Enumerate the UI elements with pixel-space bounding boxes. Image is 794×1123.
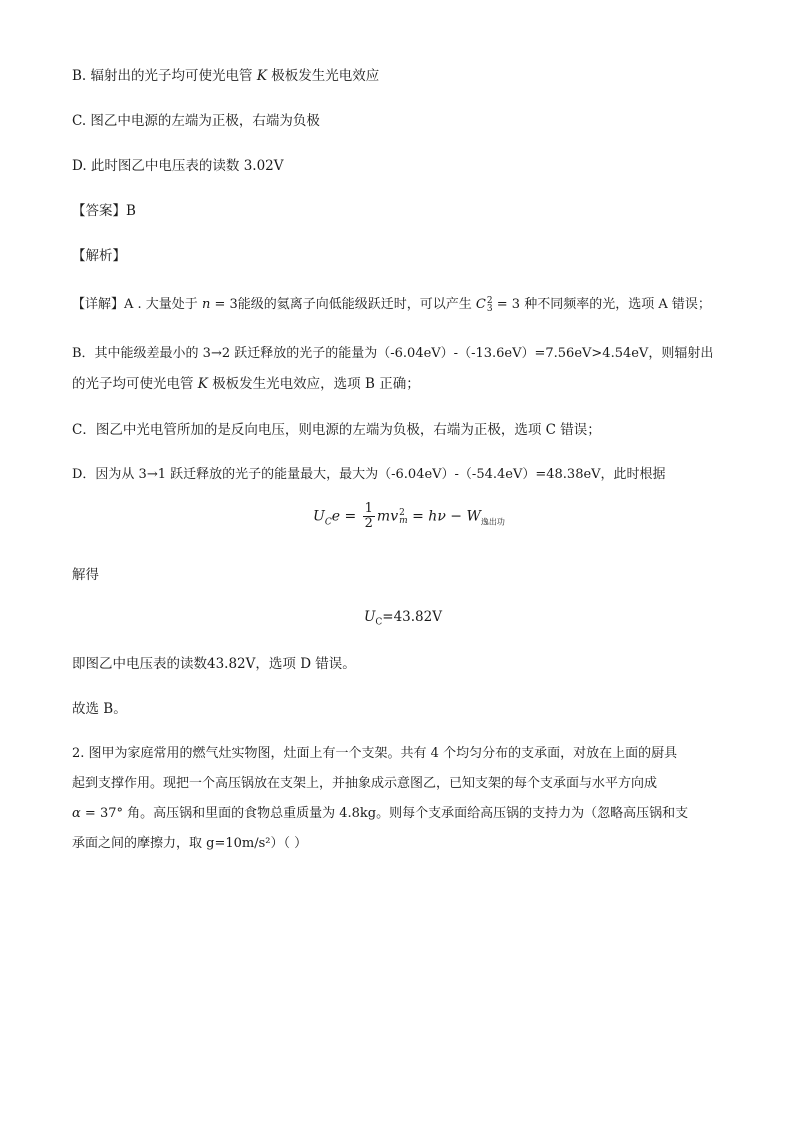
option-d: D. 此时图乙中电压表的读数 3.02V: [72, 158, 284, 174]
eq-W-sub: 逸出功: [480, 517, 505, 527]
result-value: =43.82V: [382, 609, 442, 625]
q2-line2: 起到支撑作用。现把一个高压锅放在支架上，并抽象成示意图乙，已知支架的每个支承面与水平方向成: [72, 776, 658, 791]
eq-h: hν: [428, 508, 446, 525]
detail-b-line1: B．其中能级差最小的 3→2 跃迁释放的光子的能量为（-6.04eV）-（-13.6eV）=7.56eV>4.54eV，则辐射出: [72, 346, 714, 361]
q2-line3-text: = 37° 角。高压锅和里面的食物总重质量为 4.8kg。则每个支承面给高压锅的支持力为（忽略高压锅和支: [80, 806, 689, 821]
detail-a-eq3: = 3: [210, 297, 238, 312]
detail-d-line: D．因为从 3→1 跃迁释放的光子的能量最大，最大为（-6.04eV）-（-54.4eV）=48.38eV，此时根据: [72, 467, 666, 482]
option-b-suffix: 极板发生光电效应: [271, 68, 380, 84]
q2-line4: 承面之间的摩擦力，取 g=10m/s²）（ ）: [72, 836, 308, 851]
eq-equals-2: =: [407, 508, 429, 525]
result-U-sub: C: [375, 617, 383, 628]
option-b: [72, 67, 379, 85]
eq-e: e: [331, 508, 340, 525]
answer-label: 【答案】: [72, 203, 126, 219]
eq-mv-scripts: [399, 509, 408, 525]
option-b-var: K: [256, 68, 267, 84]
analysis-label: 【解析】: [72, 248, 126, 264]
detail-a-n: n: [201, 297, 211, 312]
detail-b-line2-suffix: 极板发生光电效应，选项 B 正确；: [212, 376, 420, 392]
eq-mv-sub: m: [399, 515, 408, 526]
detail-a-text1: A . 大量处于: [124, 297, 198, 312]
eq-W: W: [466, 508, 481, 525]
eq-numerator: 1: [364, 501, 373, 516]
solve-label: 解得: [72, 567, 99, 583]
answer-line: [72, 202, 136, 220]
detail-a-text2: 能级的氦离子向低能级跃迁时，可以产生: [237, 297, 472, 312]
solve-conclusion: 即图乙中电压表的读数43.82V，选项 D 错误。: [72, 656, 356, 672]
detail-b-line2-prefix: 的光子均可使光电管: [72, 376, 194, 392]
solve-final: 故选 B。: [72, 701, 127, 717]
answer-value: B: [126, 203, 136, 219]
detail-a-C-sup: 2: [486, 295, 493, 306]
detail-a: [72, 296, 711, 314]
detail-b-line2-var: K: [197, 376, 208, 392]
detail-c-line: C．图乙中光电管所加的是反向电压，则电源的左端为负极，右端为正极，选项 C 错误；: [72, 422, 601, 438]
eq-mv-sup: 2: [399, 507, 405, 518]
photoelectric-equation: [313, 502, 505, 531]
result-U: U: [364, 609, 376, 625]
solve-result: [364, 609, 442, 628]
eq-minus: −: [445, 508, 467, 525]
q2-alpha: α: [72, 806, 81, 821]
option-b-prefix: B. 辐射出的光子均可使光电管: [72, 68, 253, 84]
eq-U-sub: C: [324, 517, 332, 528]
detail-a-eq3b: = 3: [492, 297, 521, 312]
detail-a-text3: 种不同频率的光，选项 A 错误；: [524, 297, 711, 312]
detail-a-C-sub: 3: [486, 303, 493, 314]
eq-denominator: 2: [364, 516, 373, 531]
eq-U: U: [313, 508, 325, 525]
detail-a-C: C: [475, 297, 486, 312]
eq-equals-1: =: [340, 508, 361, 525]
eq-mv: mv: [376, 508, 399, 525]
detail-label: 【详解】: [72, 297, 125, 312]
eq-fraction: [363, 502, 375, 531]
detail-b-line2: [72, 375, 420, 393]
q2-line1: 2. 图甲为家庭常用的燃气灶实物图，灶面上有一个支架。共有 4 个均匀分布的支承面，对放在上面的厨具: [72, 746, 678, 761]
q2-line3: [72, 805, 688, 823]
option-c: C. 图乙中电源的左端为正极，右端为负极: [72, 113, 320, 129]
